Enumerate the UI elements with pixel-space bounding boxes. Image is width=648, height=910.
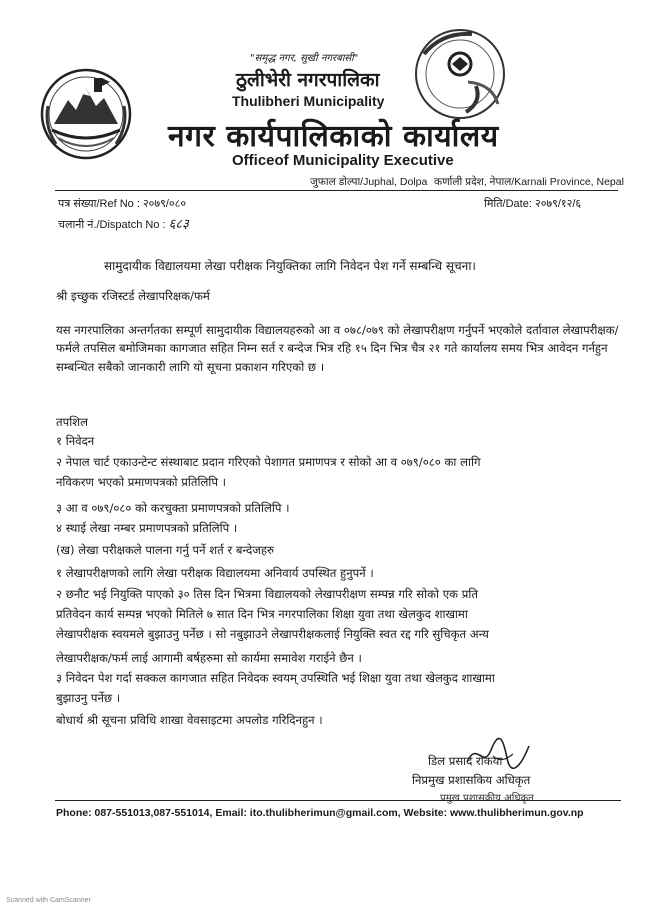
municipality-seal-stamp bbox=[402, 24, 520, 124]
notice-body: यस नगरपालिका अन्तर्गतका सम्पूर्ण सामुदायीक विद्यालयहरुको आ व ०७८/०७९ को लेखापरीक्षण गर्नुपर्ने भएकोले दर्तावाल लेखापरीक्षक/फर्मले तपसिल बमोजिमका कागजात सहित निम्न सर्त र बन्देज भित्र रहि १५ दिन भित्र चैत्र २१ गते कार्यालय समय भित्र आवेदन गर्नहुन सम्बन्धित सबैको जानकारी लागि यो सूचना प्रकाशन गरिएको छ । bbox=[56, 323, 619, 374]
municipality-motto: "समृद्ध नगर, सुखी नगरबासी" bbox=[250, 53, 359, 64]
cc-note: बोधार्थ श्री सूचना प्रविधि शाखा वेवसाइटमा अपलोड गरिदिनहुन । bbox=[56, 713, 323, 727]
municipality-name-nepali: ठुलीभेरी नगरपालिका bbox=[236, 69, 380, 91]
details-item: ३ आ व ०७९/०८० को करचुक्ता प्रमाणपत्रको प्रतिलिपि । bbox=[56, 501, 290, 515]
address-province: कर्णाली प्रदेश, नेपाल/Karnali Province, Nepal bbox=[434, 176, 624, 188]
details-item: नविकरण भएको प्रमाणपत्रको प्रतिलिपि । bbox=[56, 475, 226, 489]
dispatch-value: ६८३ bbox=[168, 217, 189, 232]
dispatch-number-row bbox=[58, 214, 189, 232]
signatory-stamp: प्रमुख प्रशासकीय अधिकृत bbox=[440, 793, 534, 804]
condition-item: प्रतिवेदन कार्य सम्पन्न भएको मितिले ७ सात दिन भित्र नगरपालिका शिक्षा युवा तथा खेलकुद शाखामा bbox=[56, 607, 468, 621]
contact-footer: Phone: 087-551013,087-551014, Email: ito.thulibherimun@gmail.com, Website: www.thulibherimun.gov.np bbox=[56, 807, 584, 819]
details-item: ४ स्थाई लेखा नम्बर प्रमाणपत्रको प्रतिलिपि । bbox=[56, 521, 238, 535]
date-label: मिति/Date: bbox=[484, 198, 532, 210]
dispatch-label: चलानी नं./Dispatch No : bbox=[58, 219, 166, 231]
date-row bbox=[484, 196, 581, 211]
condition-item: ३ निवेदन पेश गर्दा सक्कल कागजात सहित निवेदक स्वयम् उपस्थिति भई शिक्षा युवा तथा खेलकुद शाखामा bbox=[56, 671, 495, 685]
municipality-name-english: Thulibheri Municipality bbox=[232, 93, 385, 109]
details-heading: तपशिल bbox=[56, 415, 88, 429]
address-district: जुफाल डोल्पा/Juphal, Dolpa bbox=[310, 176, 428, 188]
header-divider bbox=[55, 190, 618, 191]
condition-item: लेखापरीक्षक/फर्म लाई आगामी बर्षहरुमा सो कार्यमा समावेश गराईने छैन । bbox=[56, 651, 362, 665]
details-item: २ नेपाल चार्ट एकाउन्टेन्ट संस्थाबाट प्रदान गरिएको पेशागत प्रमाणपत्र र सोको आ व ०७९/०८० का लागि bbox=[56, 455, 481, 469]
office-title-nepali: नगर कार्यपालिकाको कार्यालय bbox=[168, 119, 499, 154]
nepal-emblem-logo bbox=[38, 66, 134, 162]
conditions-heading: (ख) लेखा परीक्षकले पालना गर्नु पर्ने शर्त र बन्देजहरु bbox=[56, 543, 274, 557]
condition-item: २ छनौट भई नियुक्ति पाएको ३० तिस दिन भित्रमा विद्यालयको लेखापरीक्षण सम्पन्न गरि सोको एक प्रति bbox=[56, 587, 478, 601]
ref-label: पत्र संख्या/Ref No : bbox=[58, 198, 140, 210]
addressee: श्री इच्छुक रजिस्टर्ड लेखापरिक्षक/फर्म bbox=[56, 289, 210, 303]
footer-divider bbox=[55, 800, 621, 801]
condition-item: बुझाउनु पर्नेछ । bbox=[56, 691, 121, 705]
ref-value: २०७९/०८० bbox=[142, 198, 187, 210]
condition-item: १ लेखापरीक्षणको लागि लेखा परीक्षक विद्यालयमा अनिवार्य उपस्थित हुनुपर्ने । bbox=[56, 566, 374, 580]
notice-subject: सामुदायीक विद्यालयमा लेखा परीक्षक नियुक्तिका लागि निवेदन पेश गर्ने सम्बन्धि सूचना। bbox=[104, 259, 476, 273]
signatory-name: डिल प्रसाद रोकया bbox=[428, 754, 503, 768]
condition-item: लेखापरीक्षक स्वयमले बुझाउनु पर्नेछ । सो नबुझाउने लेखापरीक्षकलाई नियुक्ति स्वत रद्द गरि सुचिकृत अन्य bbox=[56, 627, 489, 641]
scanner-watermark: Scanned with CamScanner bbox=[6, 897, 91, 904]
office-title-english: Officeof Municipality Executive bbox=[232, 152, 454, 169]
date-value: २०७९/१२/६ bbox=[534, 198, 582, 210]
ref-number-row bbox=[58, 196, 186, 211]
details-item: १ निवेदन bbox=[56, 434, 95, 448]
signatory-title: निप्रमुख प्रशासकिय अधिकृत bbox=[412, 773, 531, 787]
